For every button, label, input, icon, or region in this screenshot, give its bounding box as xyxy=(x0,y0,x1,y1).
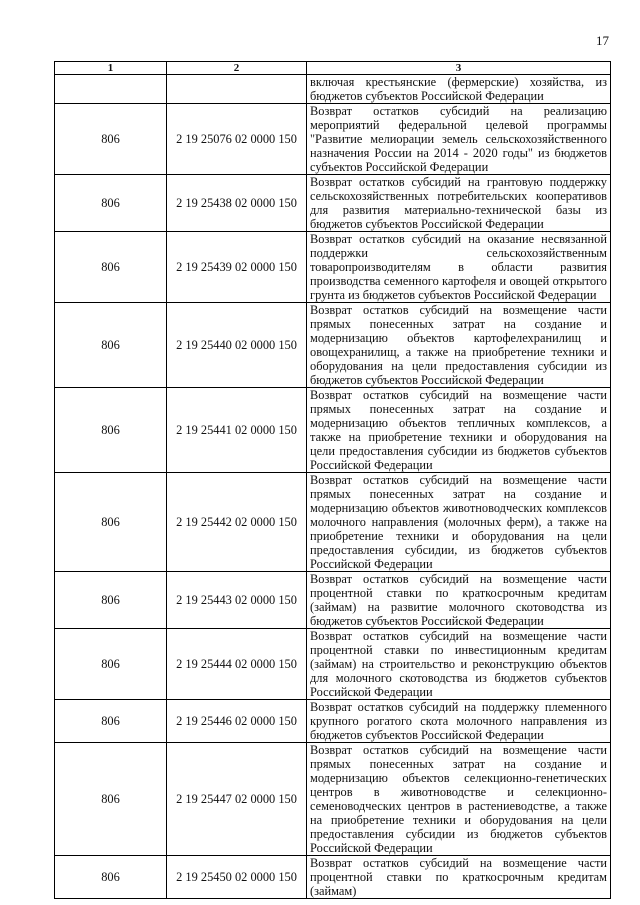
description-cell: Возврат остатков субсидий на возмещение части процентной ставки по инвестиционным кредитам (займам) на строительство и реконструкцию объектов для молочного скотоводства из бюджетов субъектов Российской Федерации xyxy=(307,629,611,700)
description-cell: Возврат остатков субсидий на возмещение части процентной ставки по краткосрочным кредитам (займам) xyxy=(307,856,611,899)
admin-code-cell: 806 xyxy=(55,629,167,700)
budget-code-cell: 2 19 25439 02 0000 150 xyxy=(167,232,307,303)
budget-code-cell: 2 19 25446 02 0000 150 xyxy=(167,700,307,743)
column-header-admin: 1 xyxy=(55,62,167,75)
budget-code-cell: 2 19 25438 02 0000 150 xyxy=(167,175,307,232)
admin-code-cell: 806 xyxy=(55,856,167,899)
description-cell: Возврат остатков субсидий на возмещение части прямых понесенных затрат на создание и модернизацию объектов тепличных комплексов, а также на приобретение техники и оборудования на цели предоставления субсидии из бюджетов субъектов Российской Федерации xyxy=(307,388,611,473)
description-cell: Возврат остатков субсидий на возмещение части прямых понесенных затрат на создание и модернизацию объектов животноводческих комплексов молочного направления (молочных ферм), а также на приобретение техники и оборудования на цели предоставления субсидии, из бюджетов субъектов Российской Федерации xyxy=(307,473,611,572)
description-cell: Возврат остатков субсидий на реализацию мероприятий федеральной целевой программы "Развитие мелиорации земель сельскохозяйственного назначения России на 2014 - 2020 годы" из бюджетов субъектов Российской Федерации xyxy=(307,104,611,175)
table-row xyxy=(55,572,611,629)
table-row xyxy=(55,856,611,899)
table-row xyxy=(55,388,611,473)
table-row xyxy=(55,104,611,175)
budget-code-cell: 2 19 25443 02 0000 150 xyxy=(167,572,307,629)
description-cell: Возврат остатков субсидий на поддержку племенного крупного рогатого скота молочного направления из бюджетов субъектов Российской Федерации xyxy=(307,700,611,743)
description-cell: Возврат остатков субсидий на грантовую поддержку сельскохозяйственных потребительских кооперативов для развития материально-технической базы из бюджетов субъектов Российской Федерации xyxy=(307,175,611,232)
table-row xyxy=(55,629,611,700)
table-row xyxy=(55,700,611,743)
table-header-row xyxy=(55,62,611,75)
admin-code-cell: 806 xyxy=(55,303,167,388)
budget-code-cell: 2 19 25442 02 0000 150 xyxy=(167,473,307,572)
table-row xyxy=(55,75,611,104)
admin-code-cell: 806 xyxy=(55,572,167,629)
budget-code-cell: 2 19 25441 02 0000 150 xyxy=(167,388,307,473)
table-row xyxy=(55,303,611,388)
budget-code-cell xyxy=(167,75,307,104)
column-header-description: 3 xyxy=(307,62,611,75)
description-cell: Возврат остатков субсидий на оказание несвязанной поддержки сельскохозяйственным товаропроизводителям в области развития производства семенного картофеля и овощей открытого грунта из бюджетов субъектов Российской Федерации xyxy=(307,232,611,303)
table-row xyxy=(55,232,611,303)
budget-code-cell: 2 19 25444 02 0000 150 xyxy=(167,629,307,700)
admin-code-cell: 806 xyxy=(55,232,167,303)
budget-code-cell: 2 19 25076 02 0000 150 xyxy=(167,104,307,175)
description-cell: Возврат остатков субсидий на возмещение части прямых понесенных затрат на создание и модернизацию объектов селекционно-генетических центров в животноводстве и селекционно-семеноводческих центров в растениеводстве, а также на приобретение техники и оборудования на цели предоставления субсидии из бюджетов субъектов Российской Федерации xyxy=(307,743,611,856)
admin-code-cell: 806 xyxy=(55,473,167,572)
admin-code-cell: 806 xyxy=(55,104,167,175)
table-row xyxy=(55,473,611,572)
budget-code-cell: 2 19 25450 02 0000 150 xyxy=(167,856,307,899)
description-cell: включая крестьянские (фермерские) хозяйства, из бюджетов субъектов Российской Федерации xyxy=(307,75,611,104)
table-row xyxy=(55,743,611,856)
admin-code-cell: 806 xyxy=(55,388,167,473)
description-cell: Возврат остатков субсидий на возмещение части прямых понесенных затрат на создание и модернизацию объектов картофелехранилищ и овощехранилищ, а также на приобретение техники и оборудования на цели предоставления субсидии из бюджетов субъектов Российской Федерации xyxy=(307,303,611,388)
admin-code-cell xyxy=(55,75,167,104)
description-cell: Возврат остатков субсидий на возмещение части процентной ставки по краткосрочным кредитам (займам) на развитие молочного скотоводства из бюджетов субъектов Российской Федерации xyxy=(307,572,611,629)
admin-code-cell: 806 xyxy=(55,743,167,856)
page-number: 17 xyxy=(596,33,609,48)
table-row xyxy=(55,175,611,232)
admin-code-cell: 806 xyxy=(55,175,167,232)
budget-classification-table xyxy=(54,61,611,899)
admin-code-cell: 806 xyxy=(55,700,167,743)
column-header-code: 2 xyxy=(167,62,307,75)
budget-code-cell: 2 19 25447 02 0000 150 xyxy=(167,743,307,856)
budget-code-cell: 2 19 25440 02 0000 150 xyxy=(167,303,307,388)
